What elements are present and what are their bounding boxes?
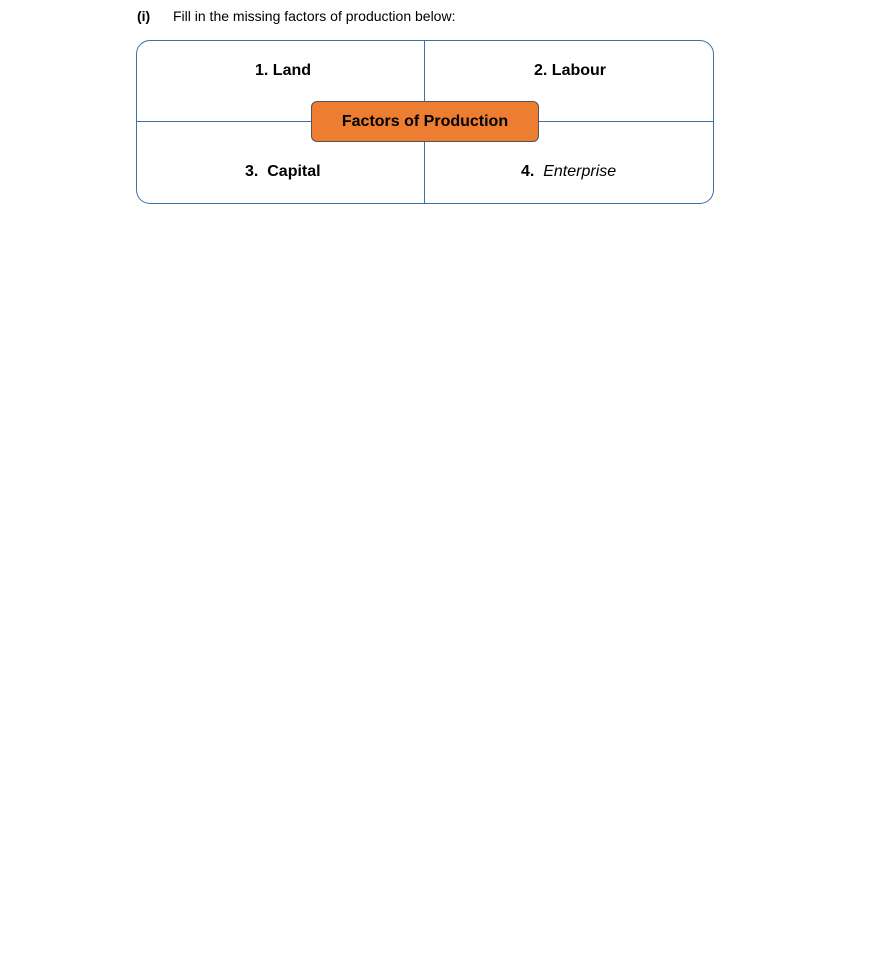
quadrant-label-1 [255, 61, 311, 81]
quadrant-number-4: 4. [521, 163, 535, 180]
center-label-box: Factors of Production [311, 101, 539, 142]
quadrant-label-4 [521, 162, 616, 182]
quadrant-number-3: 3. [245, 163, 259, 180]
factors-of-production-diagram [136, 40, 714, 204]
quadrant-label-2 [534, 61, 606, 81]
quadrant-text-4: Enterprise [543, 163, 617, 180]
question-prompt [137, 6, 455, 26]
quadrant-number-1: 1. [255, 62, 269, 79]
quadrant-text-1: Land [272, 62, 312, 79]
quadrant-label-3 [245, 162, 321, 182]
question-text: Fill in the missing factors of production below: [173, 8, 456, 24]
quadrant-number-2: 2. [534, 62, 548, 79]
quadrant-text-3: Capital [267, 163, 321, 180]
question-number: (i) [137, 8, 151, 24]
quadrant-text-2: Labour [551, 62, 607, 79]
